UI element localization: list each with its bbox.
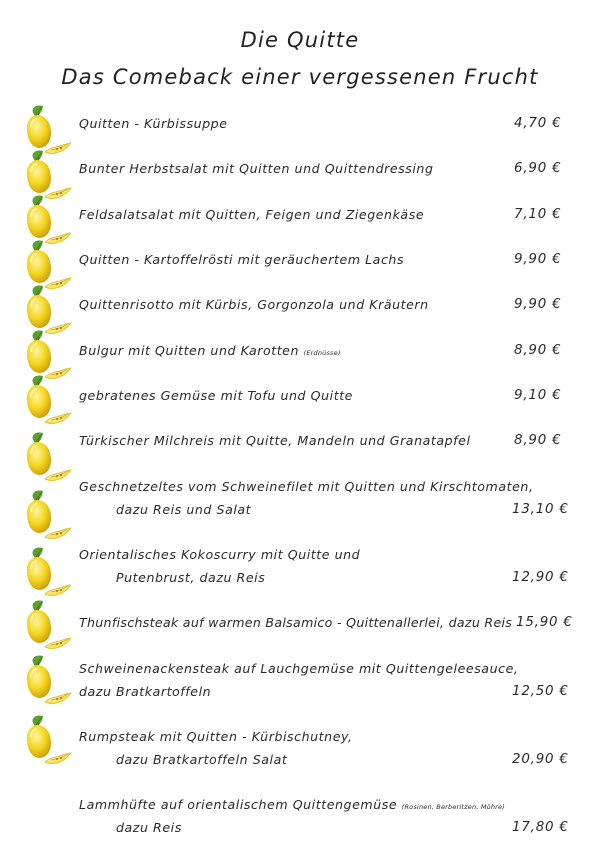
dish-name: Quittenrisotto mit Kürbis, Gorgonzola und Kräutern [79, 297, 429, 312]
dish-name: Bunter Herbstsalat mit Quitten und Quittendressing [79, 161, 434, 176]
dish-name: Lammhüfte auf orientalischem Quittengemüse [79, 797, 398, 812]
dish-price: 20,90 € [512, 752, 569, 767]
dish-price: 4,70 € [514, 116, 562, 131]
dish-price: 9,90 € [514, 297, 562, 312]
dish-price: 6,90 € [514, 161, 562, 176]
dish-price: 9,90 € [514, 252, 562, 267]
dish-note: (Erdnüsse) [303, 349, 341, 357]
menu-subtitle: Das Comeback einer vergessenen Frucht [61, 65, 539, 89]
dish-name: Quitten - Kürbissuppe [79, 116, 228, 131]
dish-name: Quitten - Kartoffelrösti mit geräuchertem Lachs [79, 252, 405, 267]
dish-price: 8,90 € [514, 343, 562, 358]
dish-name: Thunfischsteak auf warmen Balsamico - Quittenallerlei, dazu Reis [79, 615, 513, 630]
quince-fruit-icon [21, 430, 77, 486]
quince-fruit-icon [21, 713, 77, 769]
dish-price: 12,50 € [512, 684, 569, 699]
dish-price: 12,90 € [512, 570, 569, 585]
menu-title: Die Quitte [240, 28, 360, 52]
quince-fruit-icon [21, 545, 77, 601]
dish-name-line [79, 797, 505, 812]
dish-name-line2: Putenbrust, dazu Reis [116, 570, 266, 585]
dish-price: 13,10 € [512, 502, 569, 517]
dish-name-line [79, 343, 341, 358]
dish-name-line2: dazu Bratkartoffeln Salat [116, 752, 288, 767]
quince-fruit-icon [21, 653, 77, 709]
dish-price: 15,90 € [516, 615, 573, 630]
quince-fruit-icon [21, 598, 77, 654]
dish-name: Geschnetzeltes vom Schweinefilet mit Quitten und Kirschtomaten, [79, 479, 534, 494]
dish-name: gebratenes Gemüse mit Tofu und Quitte [79, 388, 353, 403]
dish-name-line2: dazu Reis [116, 820, 182, 835]
dish-price: 8,90 € [514, 433, 562, 448]
quince-fruit-icon [21, 373, 77, 429]
dish-name-line2: dazu Reis und Salat [116, 502, 252, 517]
dish-name: Rumpsteak mit Quitten - Kürbischutney, [79, 729, 353, 744]
dish-name: Schweinenackensteak auf Lauchgemüse mit Quittengeleesauce, [79, 661, 519, 676]
quince-fruit-icon [21, 488, 77, 544]
dish-name: Türkischer Milchreis mit Quitte, Mandeln und Granatapfel [79, 433, 471, 448]
dish-name: Orientalisches Kokoscurry mit Quitte und [79, 547, 361, 562]
dish-name: Bulgur mit Quitten und Karotten [79, 343, 300, 358]
dish-name: Feldsalatsalat mit Quitten, Feigen und Ziegenkäse [79, 207, 425, 222]
dish-name-line2: dazu Bratkartoffeln [79, 684, 212, 699]
dish-price: 17,80 € [512, 820, 569, 835]
dish-price: 9,10 € [514, 388, 562, 403]
dish-note: (Rosinen, Berberitzen, Möhre) [401, 803, 505, 811]
dish-price: 7,10 € [514, 207, 562, 222]
